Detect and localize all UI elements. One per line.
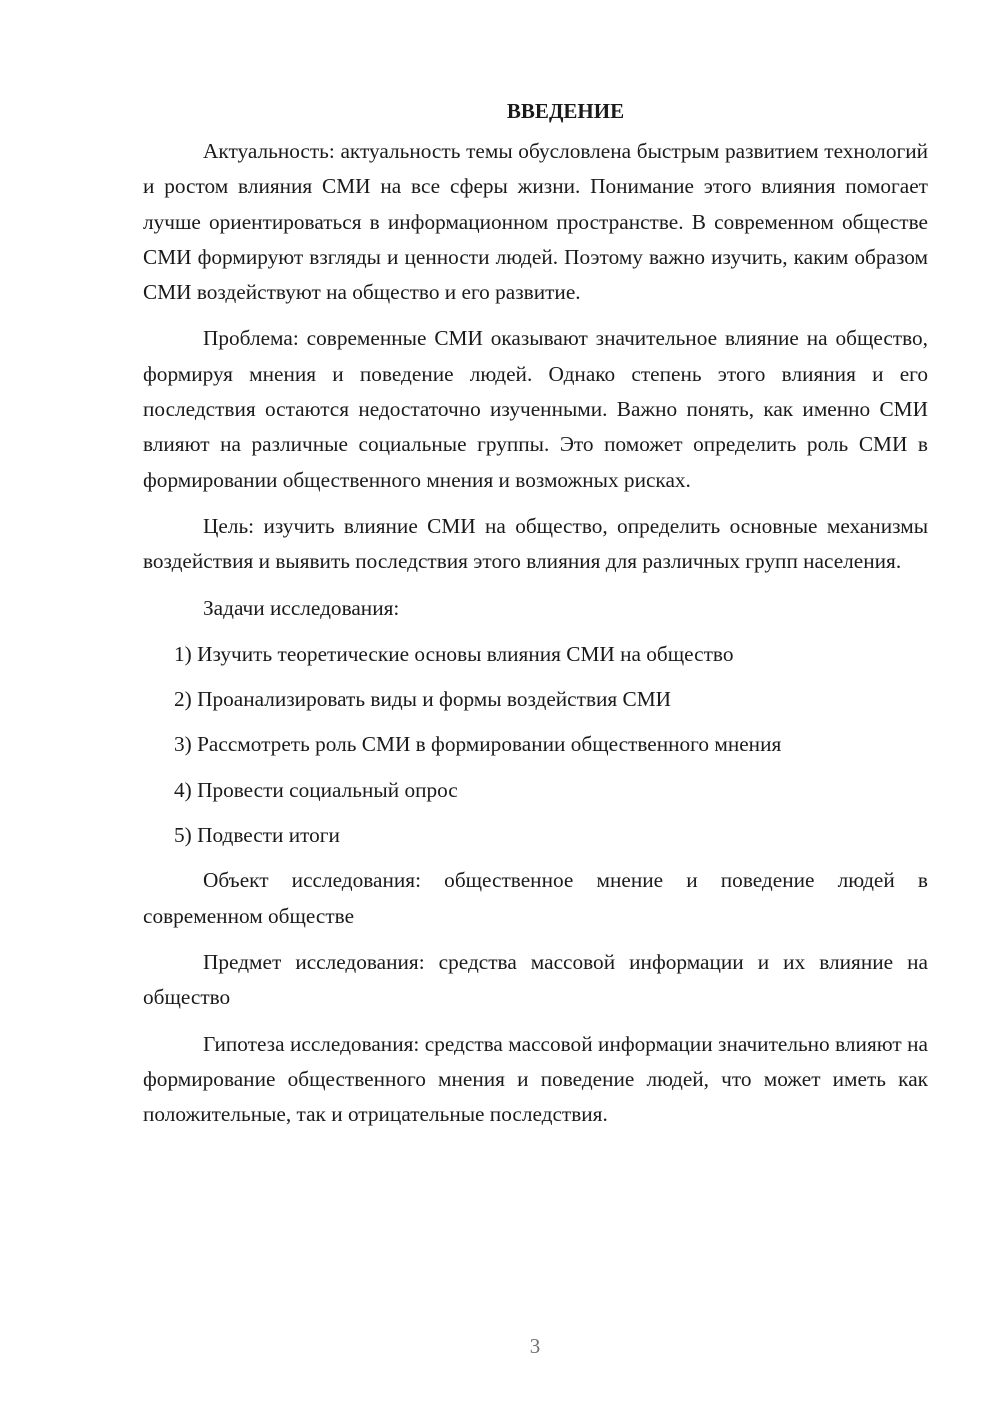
document-body: [143, 96, 928, 1143]
list-item: 4) Провести социальный опрос: [174, 777, 458, 802]
paragraph-subject: Предмет исследования: средства массовой информации и их влияние на общество: [143, 949, 928, 1010]
list-item: 5) Подвести итоги: [174, 823, 340, 848]
paragraph-object: Объект исследования: общественное мнение и поведение людей в современном обществе: [143, 868, 928, 928]
paragraph-hypothesis: Гипотеза исследования: средства массовой информации значительно влияют на формирование общественного мнения и поведение людей, что может иметь как положительные, так и отрицательные последствия.: [143, 1031, 928, 1127]
page-number: 3: [529, 1334, 541, 1358]
page-heading: ВВЕДЕНИЕ: [506, 99, 625, 123]
list-item: 3) Рассмотреть роль СМИ в формировании общественного мнения: [174, 732, 782, 757]
paragraph-problem: Проблема: современные СМИ оказывают значительное влияние на общество, формируя мнения и поведение людей. Однако степень этого влияния и его последствия остаются недостаточно изученными. Важно понять, как именно СМИ влияют на различные социальные группы. Это поможет определить роль СМИ в формировании общественного мнения и возможных рисках.: [143, 326, 928, 492]
list-item: 2) Проанализировать виды и формы воздействия СМИ: [174, 687, 672, 712]
tasks-heading: Задачи исследования:: [203, 595, 400, 620]
paragraph-goal: Цель: изучить влияние СМИ на общество, определить основные механизмы воздействия и выявить последствия этого влияния для различных групп населения.: [143, 513, 928, 574]
list-item: 1) Изучить теоретические основы влияния СМИ на общество: [174, 641, 734, 666]
paragraph-relevance: Актуальность: актуальность темы обусловлена быстрым развитием технологий и ростом влияния СМИ на все сферы жизни. Понимание этого влияния помогает лучше ориентироваться в информационном пространстве. В современном обществе СМИ формируют взгляды и ценности людей. Поэтому важно изучить, каким образом СМИ воздействуют на общество и его развитие.: [143, 139, 928, 305]
tasks-list: [143, 637, 928, 853]
